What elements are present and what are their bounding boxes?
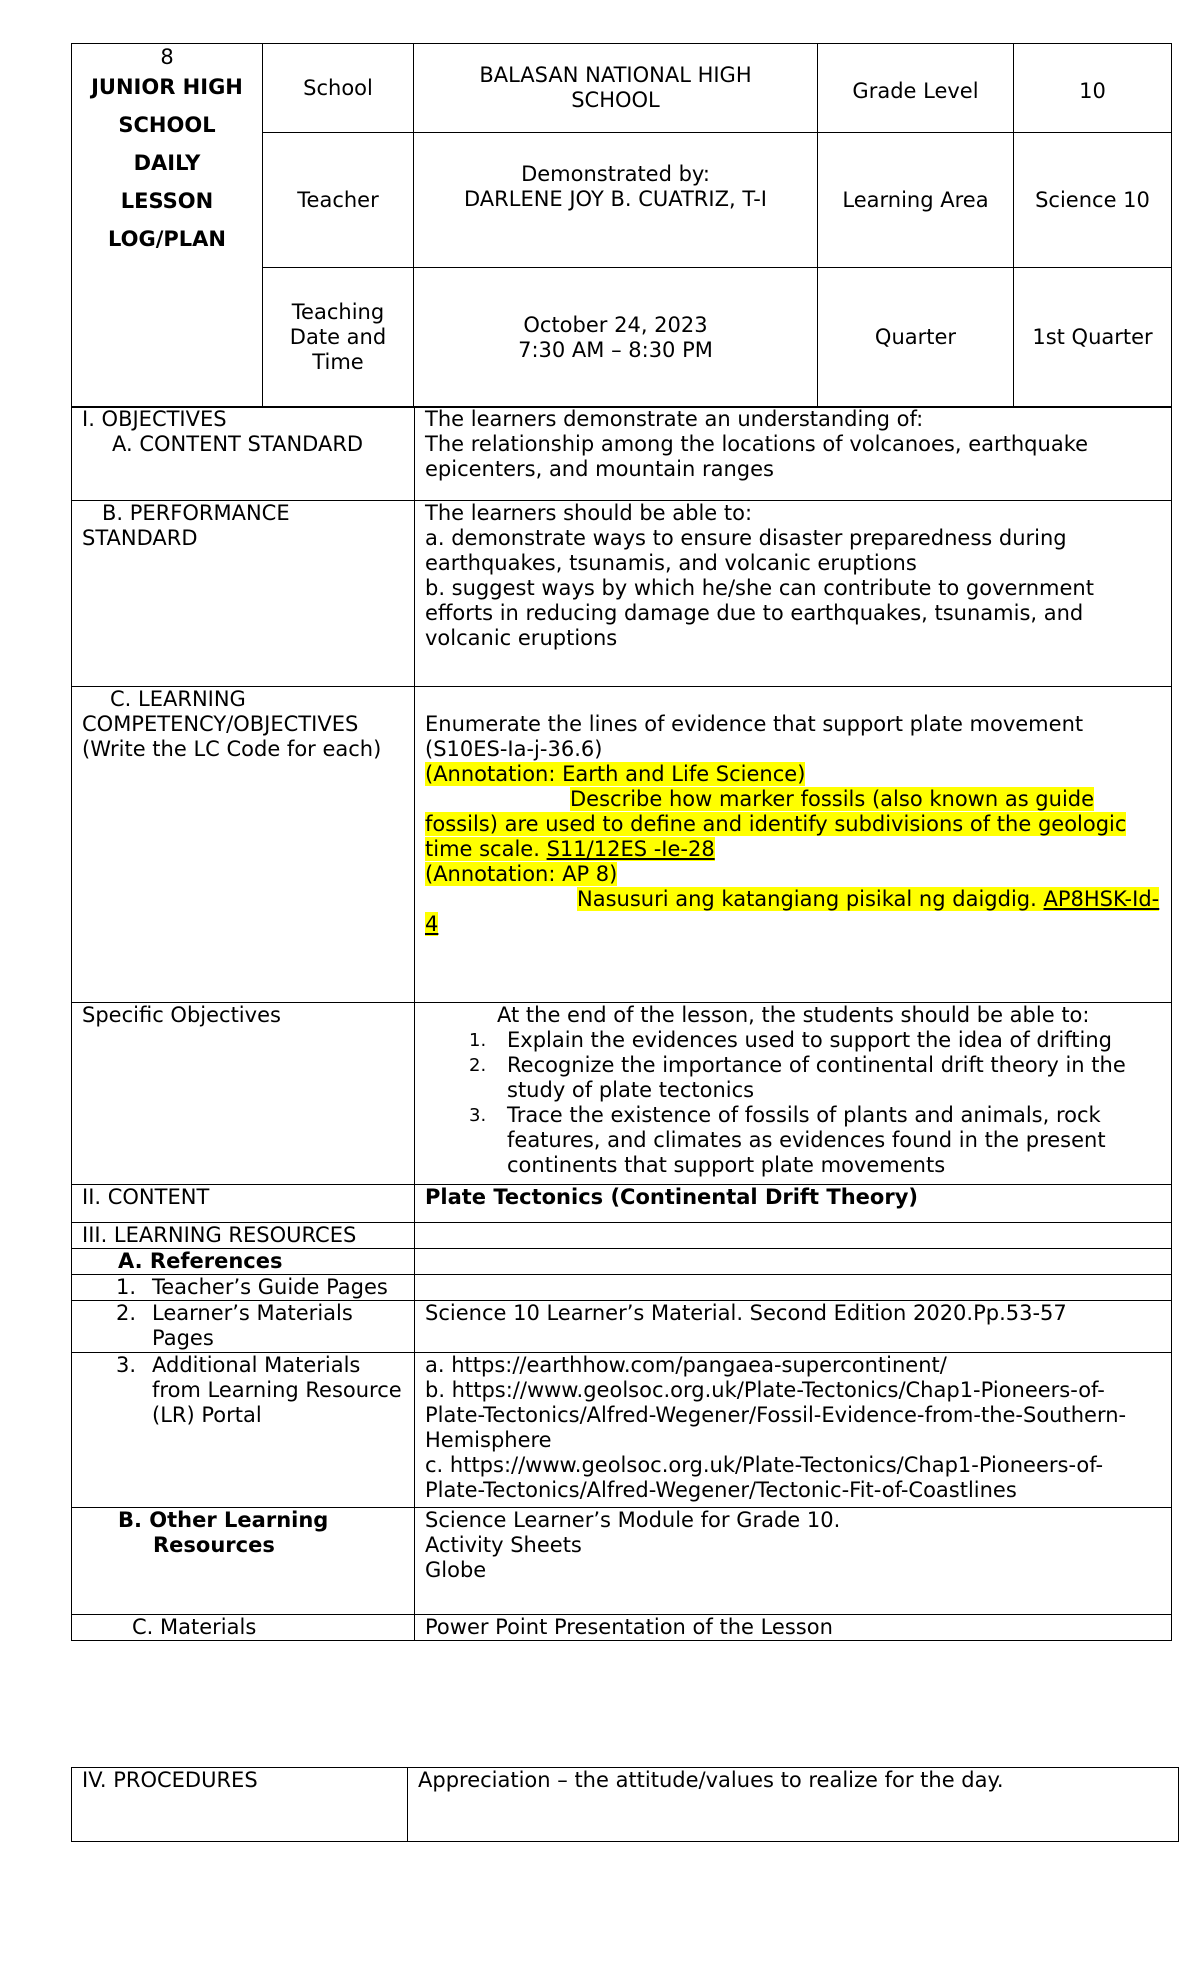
empty-cell <box>415 1249 1172 1275</box>
other-resource-1: Science Learner’s Module for Grade 10. <box>425 1508 841 1532</box>
specific-objectives-intro: At the end of the lesson, the students should be able to: <box>497 1003 1090 1027</box>
header-table <box>71 43 1172 408</box>
content-value: Plate Tectonics (Continental Drift Theory) <box>415 1185 1172 1223</box>
learners-materials-row <box>72 1301 1172 1353</box>
additional-link-b: b. https://www.geolsoc.org.uk/Plate-Tectonics/Chap1-Pioneers-of-Plate-Tectonics/Alfred-Wegener/Fossil-Evidence-from-the-Southern-Hemisphere <box>425 1378 1127 1452</box>
teacher-demonstrated-by: Demonstrated by: <box>521 162 710 186</box>
quarter-label: Quarter <box>818 268 1014 408</box>
content-standard-label: A. CONTENT STANDARD <box>112 432 364 456</box>
teachers-guide-row <box>72 1275 1172 1301</box>
other-resources-row <box>72 1508 1172 1615</box>
learners-materials-label: 2. Learner’s Materials Pages <box>72 1301 415 1353</box>
materials-row <box>72 1615 1172 1641</box>
content-standard-text: The relationship among the locations of volcanoes, earthquake epicenters, and mountain ranges <box>425 432 1089 481</box>
grade-level-label: Grade Level <box>818 44 1014 133</box>
performance-item-a: a. demonstrate ways to ensure disaster preparedness during earthquakes, tsunamis, and volcanic eruptions <box>425 526 1067 575</box>
references-label: A. References <box>72 1249 415 1275</box>
other-resources-value <box>415 1508 1172 1615</box>
teaching-date: October 24, 2023 <box>523 312 708 337</box>
teaching-time: 7:30 AM – 8:30 PM <box>518 337 713 362</box>
references-row <box>72 1249 1172 1275</box>
content-standard-row <box>72 407 1172 501</box>
learning-resources-heading: III. LEARNING RESOURCES <box>72 1223 415 1249</box>
learning-resources-row <box>72 1223 1172 1249</box>
specific-objectives-list <box>425 1028 1161 1178</box>
performance-standard-label: B. PERFORMANCE STANDARD <box>72 501 415 687</box>
other-resources-label: B. Other Learning Resources <box>72 1508 415 1615</box>
list-item: 3. Trace the existence of fossils of plants and animals, rock features, and climates as evidences found in the present continents that support plate movements <box>469 1103 1106 1177</box>
grade-level-value: 10 <box>1014 44 1172 133</box>
annotation-text-ap: Nasusuri ang katangiang pisikal ng daigdig. <box>577 887 1037 911</box>
specific-objectives-row <box>72 1003 1172 1185</box>
content-label: II. CONTENT <box>72 1185 415 1223</box>
lesson-plan-table <box>71 406 1172 1641</box>
performance-standard-row <box>72 501 1172 687</box>
annotation-code-earth: S11/12ES -Ie-28 <box>546 837 715 861</box>
teacher-name: DARLENE JOY B. CUATRIZ, T-I <box>463 187 767 211</box>
teaching-date-label: Teaching Date and Time <box>263 268 414 408</box>
procedures-label: IV. PROCEDURES <box>72 1768 408 1842</box>
performance-item-b: b. suggest ways by which he/she can contribute to government efforts in reducing damage due to earthquakes, tsunamis, and volcanic eruptions <box>425 576 1094 650</box>
teacher-value <box>414 133 818 268</box>
performance-intro: The learners should be able to: <box>425 501 753 525</box>
materials-value: Power Point Presentation of the Lesson <box>415 1615 1172 1641</box>
objectives-label-cell <box>72 407 415 501</box>
learning-competency-value <box>415 687 1172 1003</box>
objectives-heading: I. OBJECTIVES <box>82 407 227 431</box>
other-resource-3: Globe <box>425 1558 487 1582</box>
learning-competency-row <box>72 687 1172 1003</box>
teacher-label: Teacher <box>263 133 414 268</box>
document-title: JUNIOR HIGH SCHOOL DAILY LESSON LOG/PLAN <box>91 75 243 251</box>
content-standard-intro: The learners demonstrate an understanding of: <box>425 407 924 431</box>
school-label: School <box>263 44 414 133</box>
additional-materials-value <box>415 1353 1172 1508</box>
procedures-row <box>72 1768 1179 1842</box>
additional-link-c: c. https://www.geolsoc.org.uk/Plate-Tectonics/Chap1-Pioneers-of-Plate-Tectonics/Alfred-Wegener/Tectonic-Fit-of-Coastlines <box>425 1453 1104 1502</box>
learning-area-label: Learning Area <box>818 133 1014 268</box>
school-value: BALASAN NATIONAL HIGH SCHOOL <box>414 44 818 133</box>
list-item: 2. Recognize the importance of continental drift theory in the study of plate tectonics <box>469 1053 1126 1102</box>
specific-objectives-label: Specific Objectives <box>72 1003 415 1185</box>
annotation-label-ap: (Annotation: AP 8) <box>425 862 618 886</box>
learning-competency-label: C. LEARNING COMPETENCY/OBJECTIVES (Write the LC Code for each) <box>72 687 415 1003</box>
empty-cell <box>415 1223 1172 1249</box>
annotation-label-earth: (Annotation: Earth and Life Science) <box>425 762 806 786</box>
title-cell <box>72 44 263 408</box>
page-number: 8 <box>160 45 174 69</box>
competency-text: Enumerate the lines of evidence that support plate movement (S10ES-Ia-j-36.6) <box>425 712 1084 761</box>
quarter-value: 1st Quarter <box>1014 268 1172 408</box>
procedures-table <box>71 1767 1179 1842</box>
list-item: 1. Explain the evidences used to support the idea of drifting <box>469 1028 1112 1052</box>
additional-materials-row <box>72 1353 1172 1508</box>
materials-label: C. Materials <box>72 1615 415 1641</box>
additional-materials-label: 3. Additional Materials from Learning Resource (LR) Portal <box>72 1353 415 1508</box>
empty-cell <box>415 1275 1172 1301</box>
content-row <box>72 1185 1172 1223</box>
annotation-text-earth: Describe how marker fossils (also known as guide fossils) are used to define and identify subdivisions of the geologic time scale. <box>425 787 1127 861</box>
annotation-code-ap: AP8HSK-Id-4 <box>425 887 1160 936</box>
procedures-value: Appreciation – the attitude/values to realize for the day. <box>408 1768 1179 1842</box>
additional-link-a: a. https://earthhow.com/pangaea-supercontinent/ <box>425 1353 947 1377</box>
content-standard-value <box>415 407 1172 501</box>
learning-area-value: Science 10 <box>1014 133 1172 268</box>
specific-objectives-value <box>415 1003 1172 1185</box>
learners-materials-value: Science 10 Learner’s Material. Second Edition 2020.Pp.53-57 <box>415 1301 1172 1353</box>
other-resource-2: Activity Sheets <box>425 1533 582 1557</box>
performance-standard-value <box>415 501 1172 687</box>
teaching-date-value <box>414 268 818 408</box>
teachers-guide-label: 1. Teacher’s Guide Pages <box>72 1275 415 1301</box>
